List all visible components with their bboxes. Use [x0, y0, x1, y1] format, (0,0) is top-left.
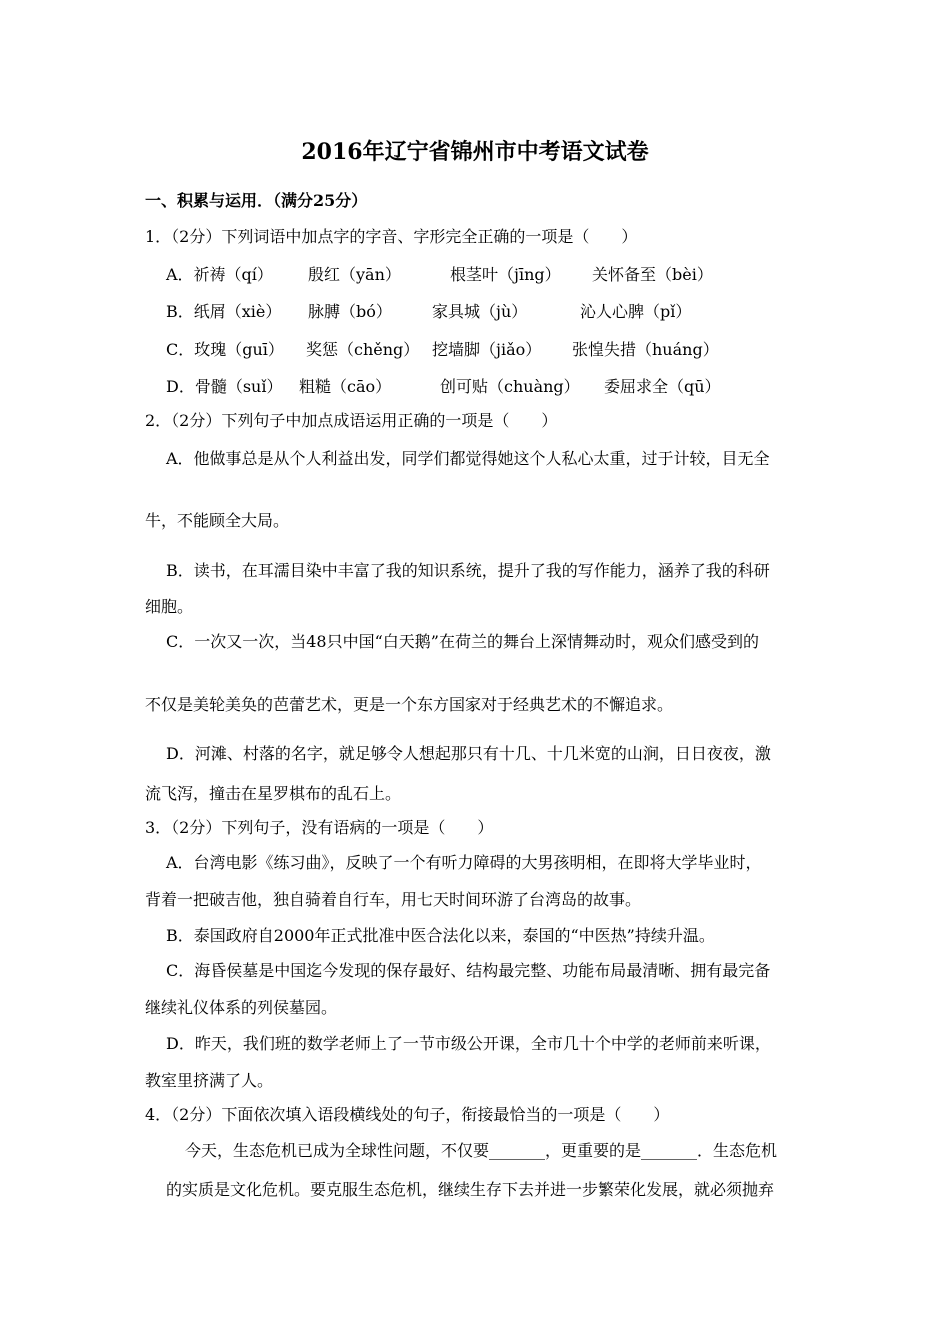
- q1-option-c-1: C．玫瑰（guī）: [166, 340, 284, 359]
- q4-passage-line1: 今天，生态危机已成为全球性问题，不仅要_______，更重要的是_______．生态危机: [185, 1141, 778, 1160]
- q2-option-a-line2: 牛，不能顾全大局。: [145, 511, 290, 530]
- q2-option-c-line2: 不仅是美轮美奂的芭蕾艺术，更是一个东方国家对于经典艺术的不懈追求。: [145, 695, 674, 714]
- question-2-stem: 2．（2分）下列句子中加点成语运用正确的一项是（ ）: [145, 411, 558, 430]
- q1-option-d-4: 委屈求全（qū）: [604, 377, 721, 396]
- q2-option-c-line1: C．一次又一次，当48只中国“白天鹅”在荷兰的舞台上深情舞动时，观众们感受到的: [166, 632, 759, 651]
- q2-option-b-line1: B．读书，在耳濡目染中丰富了我的知识系统，提升了我的写作能力，涵养了我的科研: [166, 561, 770, 580]
- question-1-stem: 1．（2分）下列词语中加点字的字音、字形完全正确的一项是（ ）: [145, 227, 638, 246]
- q3-option-a-line1: A．台湾电影《练习曲》，反映了一个有听力障碍的大男孩明相，在即将大学毕业时，: [166, 853, 762, 872]
- q2-option-d-line2: 流飞泻，撞击在星罗棋布的乱石上。: [145, 784, 402, 803]
- q2-option-b-line2: 细胞。: [145, 597, 194, 616]
- q1-option-c-4: 张惶失措（huáng）: [572, 340, 719, 359]
- q3-option-c-line1: C．海昏侯墓是中国迄今发现的保存最好、结构最完整、功能布局最清晰、拥有最完备: [166, 961, 771, 980]
- q1-option-b-1: B．纸屑（xiè）: [166, 302, 282, 321]
- q3-option-b-line1: B．泰国政府自2000年正式批准中医合法化以来，泰国的“中医热”持续升温。: [166, 926, 715, 945]
- q3-option-c-line2: 继续礼仪体系的列侯墓园。: [145, 998, 338, 1017]
- question-3-stem: 3．（2分）下列句子，没有语病的一项是（ ）: [145, 818, 494, 837]
- q1-option-a-4: 关怀备至（bèi）: [592, 265, 713, 284]
- q1-option-d-3: 创可贴（chuàng）: [440, 377, 580, 396]
- q1-option-d-1: D．骨髓（suǐ）: [166, 377, 283, 396]
- q2-option-a-line1: A．他做事总是从个人利益出发，同学们都觉得她这个人私心太重，过于计较，目无全: [166, 449, 770, 468]
- q1-option-c-2: 奖惩（chěng）: [306, 340, 420, 359]
- page-title: 2016年辽宁省锦州市中考语文试卷: [301, 139, 649, 165]
- q2-option-d-line1: D．河滩、村落的名字，就足够令人想起那只有十几、十几米宽的山涧，日日夜夜，激: [166, 744, 771, 763]
- q4-passage-line2: 的实质是文化危机。要克服生态危机，继续生存下去并进一步繁荣化发展，就必须抛弃: [166, 1180, 775, 1199]
- q1-option-a-1: A．祈祷（qí）: [166, 265, 273, 284]
- q1-option-a-2: 殷红（yān）: [308, 265, 401, 284]
- q1-option-d-2: 粗糙（cāo）: [299, 377, 392, 396]
- q3-option-d-line2: 教室里挤满了人。: [145, 1071, 274, 1090]
- q3-option-a-line2: 背着一把破吉他，独自骑着自行车，用七天时间环游了台湾岛的故事。: [145, 890, 642, 909]
- q1-option-b-4: 沁人心脾（pǐ）: [580, 302, 692, 321]
- section-heading: 一、积累与运用．（满分25分）: [145, 191, 368, 210]
- question-4-stem: 4．（2分）下面依次填入语段横线处的句子，衔接最恰当的一项是（ ）: [145, 1105, 670, 1124]
- q1-option-b-3: 家具城（jù）: [432, 302, 528, 321]
- q1-option-b-2: 脉膊（bó）: [308, 302, 392, 321]
- q1-option-a-3: 根茎叶（jīng）: [450, 265, 561, 284]
- q3-option-d-line1: D．昨天，我们班的数学老师上了一节市级公开课，全市几十个中学的老师前来听课，: [166, 1034, 771, 1053]
- q1-option-c-3: 挖墙脚（jiǎo）: [432, 340, 542, 359]
